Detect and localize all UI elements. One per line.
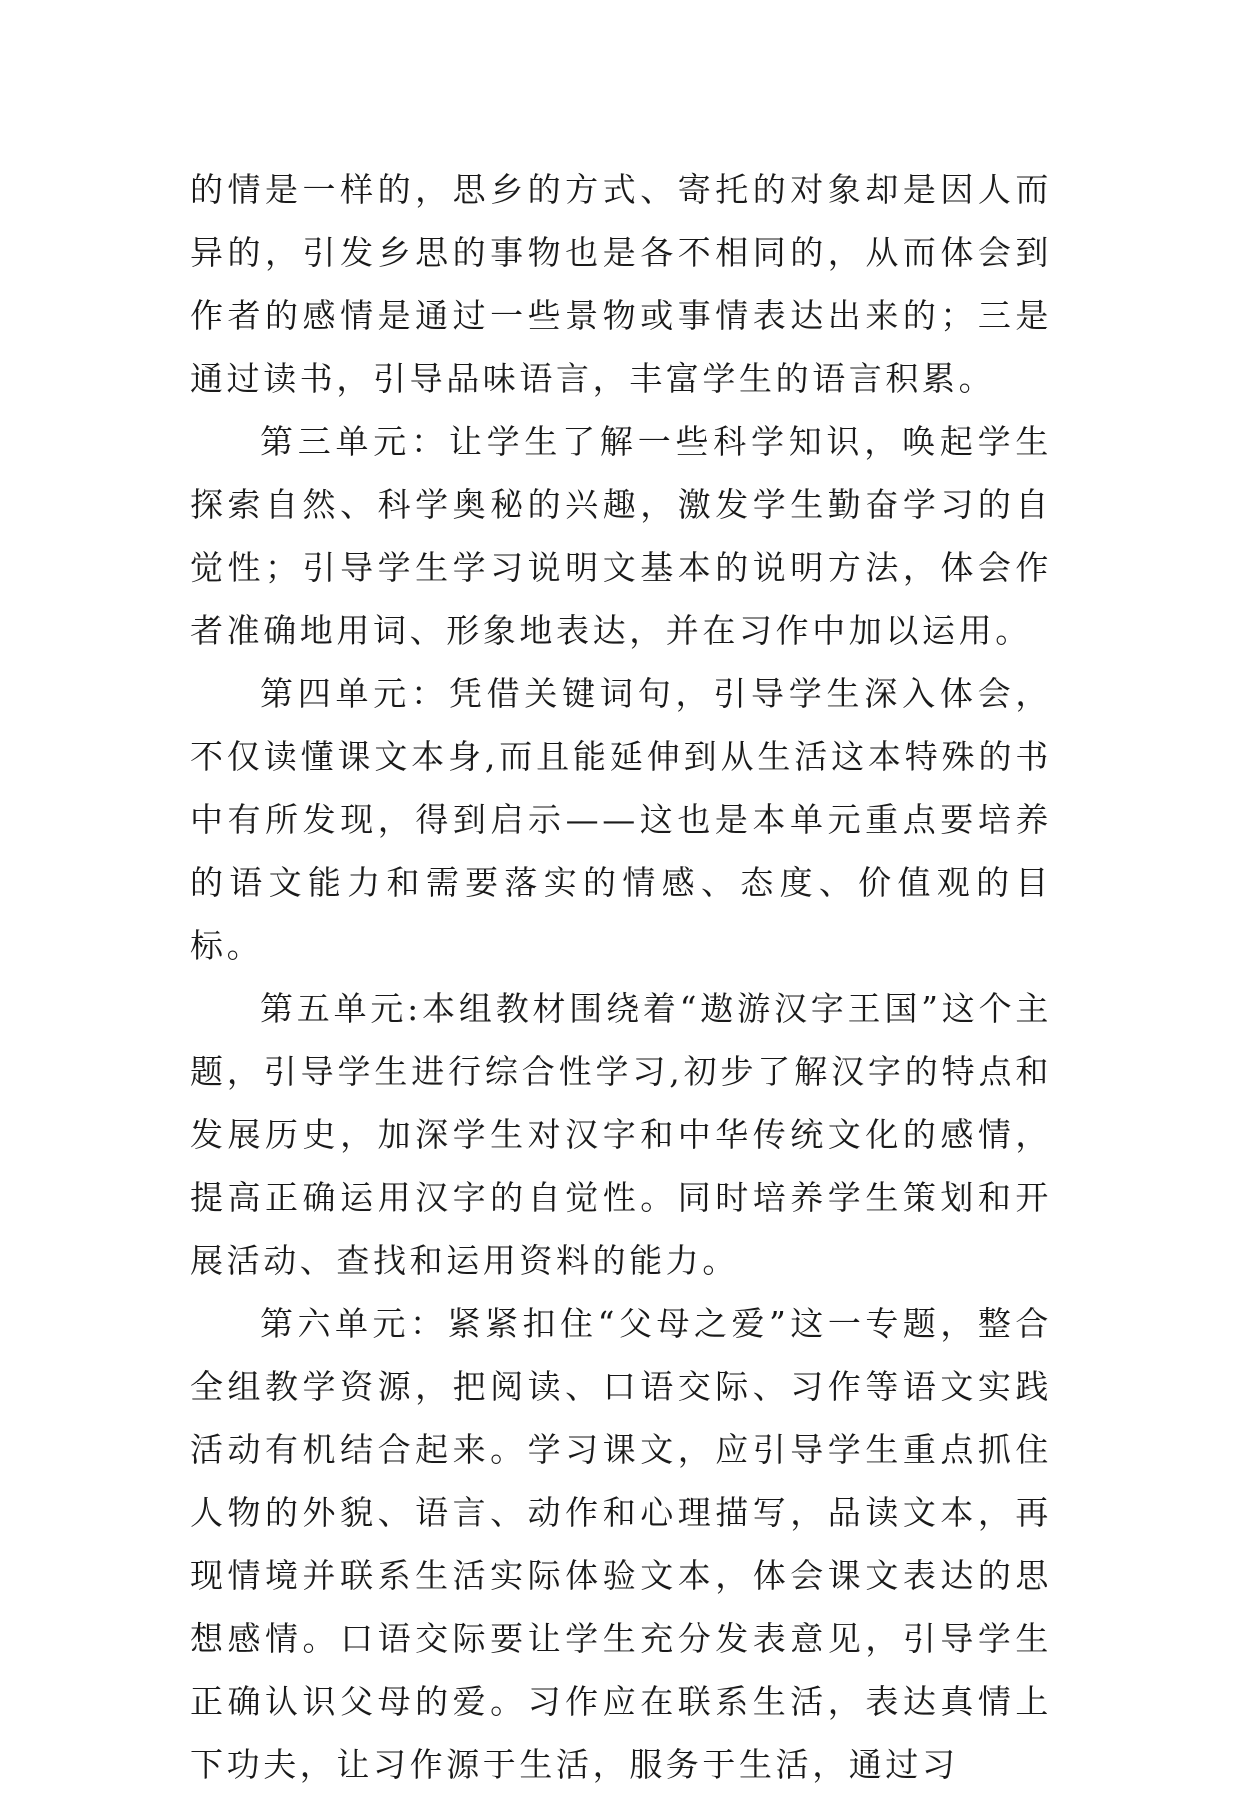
paragraph-unit-3: 第三单元：让学生了解一些科学知识，唤起学生探索自然、科学奥秘的兴趣，激发学生勤奋学习的自觉性；引导学生学习说明文基本的说明方法，体会作者准确地用词、形象地表达，并在习作中加以运用。	[190, 422, 1052, 650]
paragraph-unit-6: 第六单元：紧紧扣住“父母之爱”这一专题，整合全组教学资源，把阅读、口语交际、习作等语文实践活动有机结合起来。学习课文，应引导学生重点抓住人物的外貌、语言、动作和心理描写，品读文本，再现情境并联系生活实际体验文本，体会课文表达的思想感情。口语交际要让学生充分发表意见，引导学生正确认识父母的爱。习作应在联系生活，表达真情上下功夫，让习作源于生活，服务于生活，通过习	[190, 1304, 1052, 1784]
document-body	[190, 158, 1052, 1796]
paragraph-1: 的情是一样的，思乡的方式、寄托的对象却是因人而异的，引发乡思的事物也是各不相同的，从而体会到作者的感情是通过一些景物或事情表达出来的；三是通过读书，引导品味语言，丰富学生的语言积累。	[190, 170, 1052, 398]
paragraph-unit-4: 第四单元：凭借关键词句，引导学生深入体会，不仅读懂课文本身,而且能延伸到从生活这本特殊的书中有所发现，得到启示——这也是本单元重点要培养的语文能力和需要落实的情感、态度、价值观的目标。	[190, 674, 1052, 965]
paragraph-unit-5: 第五单元:本组教材围绕着“遨游汉字王国”这个主题，引导学生进行综合性学习,初步了解汉字的特点和发展历史，加深学生对汉字和中华传统文化的感情，提高正确运用汉字的自觉性。同时培养学生策划和开展活动、查找和运用资料的能力。	[190, 989, 1052, 1280]
